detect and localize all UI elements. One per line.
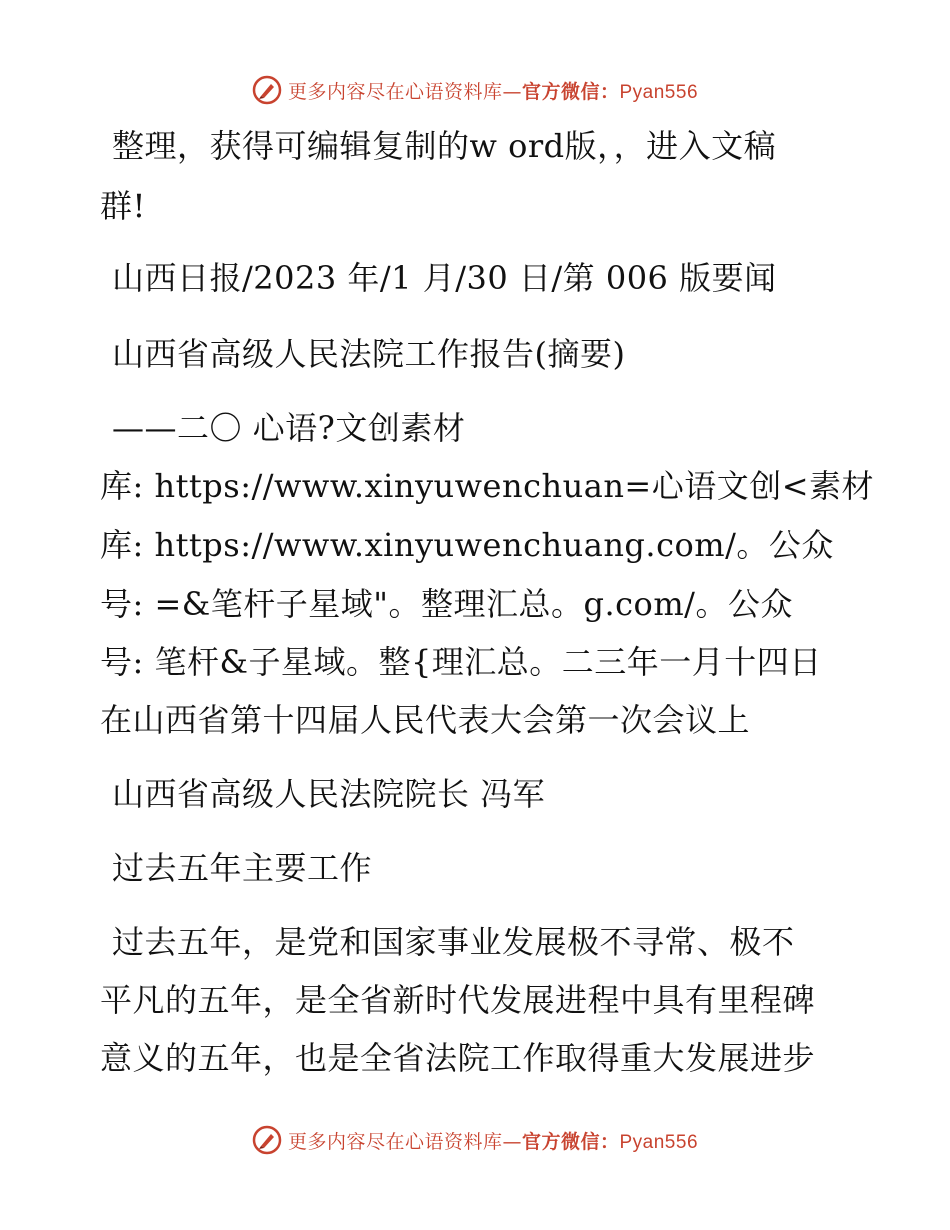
paragraph-line: ——二〇 心语?文创素材: [112, 409, 466, 447]
dateline: 山西日报/2023 年/1 月/30 日/第 006 版要闻: [112, 259, 777, 297]
paragraph-line: 号: 笔杆&子星域。整{理汇总。二三年一月十四日: [100, 643, 822, 681]
paragraph-line: 平凡的五年，是全省新时代发展进程中具有里程碑: [100, 981, 816, 1019]
paragraph-line: 号: =&笔杆子星域"。整理汇总。g.com/。公众: [100, 585, 793, 623]
paragraph-line: 过去五年，是党和国家事业发展极不寻常、极不: [112, 923, 795, 961]
pen-logo-icon: [252, 1125, 282, 1155]
author-line: 山西省高级人民法院院长 冯军: [112, 775, 546, 813]
header-banner: [0, 70, 950, 110]
paragraph-line: 整理，获得可编辑复制的w ord版，，进入文稿: [112, 127, 777, 165]
banner-text: 更多内容尽在心语资料库—官方微信：Pyan556: [287, 80, 699, 103]
paragraph-line: 库: https://www.xinyuwenchuang.com/。公众: [100, 526, 834, 564]
footer-banner: [0, 1120, 950, 1160]
report-title: 山西省高级人民法院工作报告(摘要): [112, 335, 626, 373]
section-heading: 过去五年主要工作: [112, 849, 373, 887]
paragraph-line: 库: https://www.xinyuwenchuan=心语文创<素材: [100, 467, 875, 505]
paragraph-line: 在山西省第十四届人民代表大会第一次会议上: [100, 701, 751, 739]
pen-logo-icon: [252, 75, 282, 105]
banner-text: 更多内容尽在心语资料库—官方微信：Pyan556: [287, 1130, 699, 1153]
paragraph-line: 意义的五年，也是全省法院工作取得重大发展进步: [100, 1039, 816, 1077]
paragraph-line: 群!: [100, 187, 146, 225]
